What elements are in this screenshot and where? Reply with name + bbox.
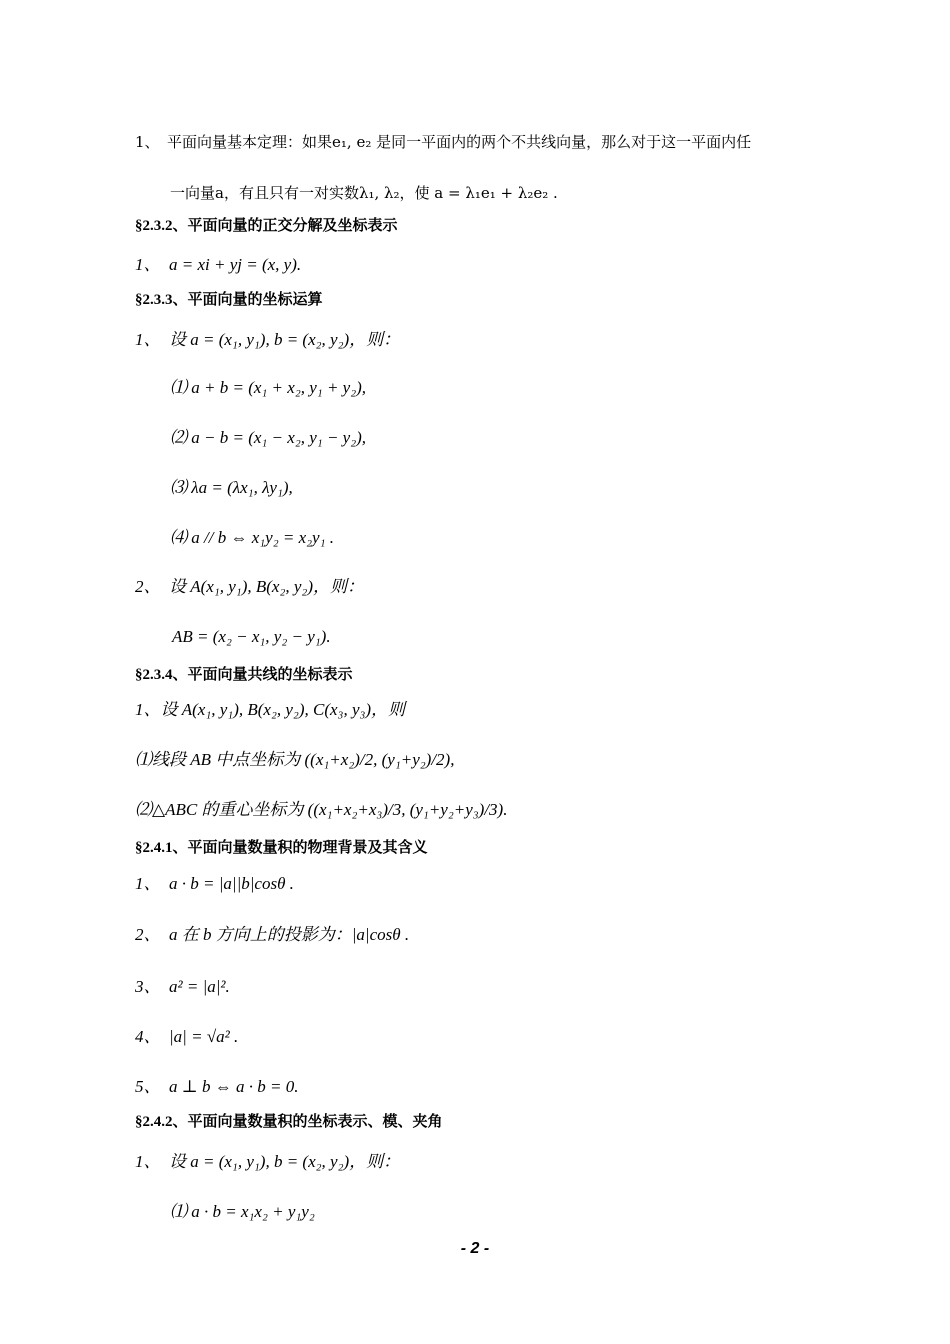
content-line: 1、 设 a = (x₁, y₁), b = (x₂, y₂)，则： xyxy=(135,330,401,349)
content-line: ⑵ a − b = (x₁ − x₂, y₁ − y₂), xyxy=(170,428,367,447)
content-line: 1、设 A(x₁, y₁), B(x₂, y₂), C(x₃, y₃)，则 xyxy=(135,700,406,719)
content-line: 1、 a · b = |a||b|cosθ . xyxy=(135,874,294,893)
content-line: ⑴ a · b = x₁x₂ + y₁y₂ xyxy=(170,1202,315,1221)
page-number: - 2 - xyxy=(460,1240,490,1257)
content-line: 一向量a，有且只有一对实数λ₁, λ₂，使 a = λ₁e₁ + λ₂e₂ . xyxy=(170,184,558,202)
content-line: ⑴ a + b = (x₁ + x₂, y₁ + y₂), xyxy=(170,378,367,397)
content-line: AB = (x₂ − x₁, y₂ − y₁). xyxy=(172,627,331,646)
content-line: 5、 a ⊥ b ⇔ a · b = 0. xyxy=(135,1077,299,1096)
section-heading: §2.3.3、平面向量的坐标运算 xyxy=(135,292,323,308)
content-line: 2、 a 在 b 方向上的投影为：|a|cosθ . xyxy=(135,925,410,944)
content-line: ⑶ λa = (λx₁, λy₁), xyxy=(170,478,293,497)
section-heading: §2.3.4、平面向量共线的坐标表示 xyxy=(135,667,353,683)
section-heading: §2.3.2、平面向量的正交分解及坐标表示 xyxy=(135,218,398,234)
section-heading: §2.4.2、平面向量数量积的坐标表示、模、夹角 xyxy=(135,1114,443,1130)
content-line: ⑵△ABC 的重心坐标为 ((x₁+x₂+x₃)/3, (y₁+y₂+y₃)/3). xyxy=(135,800,508,819)
content-line: ⑴线段 AB 中点坐标为 ((x₁+x₂)/2, (y₁+y₂)/2), xyxy=(135,750,455,769)
content-line: 2、 设 A(x₁, y₁), B(x₂, y₂)，则： xyxy=(135,577,364,596)
content-line: ⑷ a // b ⇔ x₁y₂ = x₂y₁ . xyxy=(170,528,334,547)
content-line: 1、 设 a = (x₁, y₁), b = (x₂, y₂)，则： xyxy=(135,1152,401,1171)
content-line: 4、 |a| = √a² . xyxy=(135,1027,239,1046)
content-line: 1、 平面向量基本定理：如果e₁, e₂ 是同一平面内的两个不共线向量，那么对于这一平面内任 xyxy=(135,133,752,151)
content-line: 1、 a = xi + yj = (x, y). xyxy=(135,255,302,274)
content-line: 3、 a² = |a|². xyxy=(135,977,230,996)
section-heading: §2.4.1、平面向量数量积的物理背景及其含义 xyxy=(135,840,428,856)
